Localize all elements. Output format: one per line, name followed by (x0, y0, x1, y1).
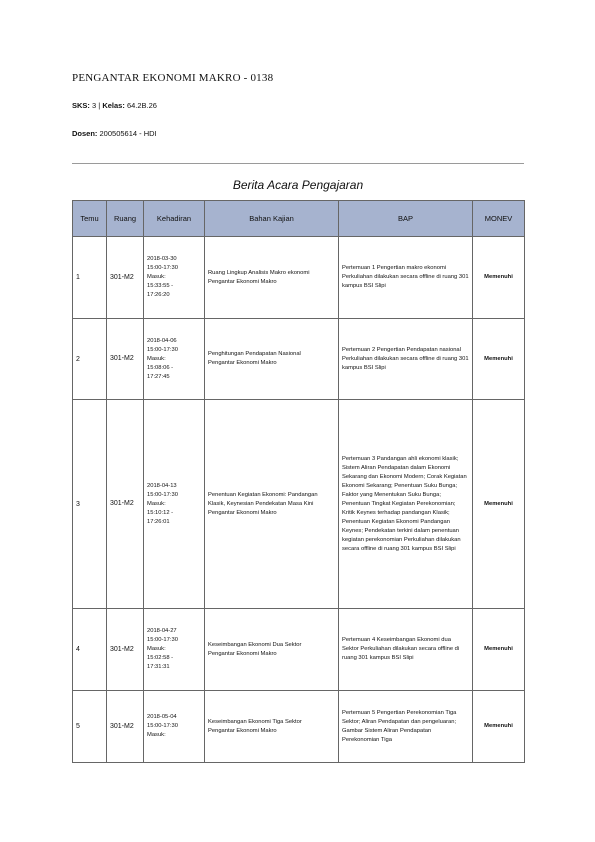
kelas-value: 64.2B.26 (126, 101, 157, 110)
cell-ruang: 301-M2 (107, 609, 144, 691)
cell-temu: 3 (73, 400, 107, 609)
cell-kehadiran: 2018-05-04 15:00-17:30 Masuk: (144, 691, 205, 763)
table-row (73, 400, 525, 609)
cell-bap: Pertemuan 3 Pandangan ahli ekonomi klasik; Sistem Aliran Pendapatan dalam Ekonomi Sekarang dan Ekonomi Modern; Corak Kegiatan Ekonomi Sekarang; Penentuan Suku Bunga; Faktor yang Menentukan Suku Bunga; Penentuan Tingkat Kegiatan Perekonomian; Kritik Keynes terhadap pandangan Klasik; Penentuan Kegiatan Ekonomi Pandangan Keynes; Pendekatan terkini dalam penentuan kegiatan perekonomian Perkuliahan dilakukan secara offline di ruang 301 kampus BSI Slipi (339, 400, 473, 609)
table-header-row (73, 201, 525, 237)
header-temu: Temu (73, 201, 107, 237)
header-kehadiran: Kehadiran (144, 201, 205, 237)
cell-bap: Pertemuan 1 Pengertian makro ekonomi Perkuliahan dilakukan secara offline di ruang 301 kampus BSI Slipi (339, 237, 473, 319)
dosen-line (72, 129, 157, 138)
cell-bap: Pertemuan 2 Pengertian Pendapatan nasional Perkuliahan dilakukan secara offline di ruang 301 kampus BSI Slipi (339, 319, 473, 400)
cell-bahan-kajian: Penentuan Kegiatan Ekonomi: Pandangan Klasik, Keynesian Pendekatan Masa Kini Pengantar Ekonomi Makro (205, 400, 339, 609)
course-title: PENGANTAR EKONOMI MAKRO - 0138 (72, 72, 274, 84)
meta-separator: | (98, 101, 101, 110)
divider (72, 163, 524, 164)
cell-temu: 1 (73, 237, 107, 319)
bap-table (72, 200, 525, 763)
header-monev: MONEV (473, 201, 525, 237)
dosen-value: 200505614 - HDI (99, 129, 157, 138)
cell-monev: Memenuhi (473, 691, 525, 763)
table-row (73, 691, 525, 763)
cell-temu: 4 (73, 609, 107, 691)
header-ruang: Ruang (107, 201, 144, 237)
cell-kehadiran: 2018-04-27 15:00-17:30 Masuk: 15:02:58 - 17:31:31 (144, 609, 205, 691)
table-row (73, 237, 525, 319)
sks-value: 3 (92, 101, 97, 110)
header-bahan-kajian: Bahan Kajian (205, 201, 339, 237)
cell-monev: Memenuhi (473, 319, 525, 400)
cell-bahan-kajian: Keseimbangan Ekonomi Dua Sektor Pengantar Ekonomi Makro (205, 609, 339, 691)
cell-temu: 5 (73, 691, 107, 763)
cell-monev: Memenuhi (473, 609, 525, 691)
cell-kehadiran: 2018-04-13 15:00-17:30 Masuk: 15:10:12 - 17:26:01 (144, 400, 205, 609)
cell-bahan-kajian: Ruang Lingkup Analisis Makro ekonomi Pengantar Ekonomi Makro (205, 237, 339, 319)
section-title: Berita Acara Pengajaran (232, 178, 364, 192)
cell-kehadiran: 2018-04-06 15:00-17:30 Masuk: 15:08:06 - 17:27:45 (144, 319, 205, 400)
cell-kehadiran: 2018-03-30 15:00-17:30 Masuk: 15:33:55 - 17:26:20 (144, 237, 205, 319)
cell-ruang: 301-M2 (107, 237, 144, 319)
cell-ruang: 301-M2 (107, 691, 144, 763)
table-row (73, 319, 525, 400)
sks-label: SKS: (72, 101, 90, 110)
cell-bap: Pertemuan 4 Keseimbangan Ekonomi dua Sektor Perkuliahan dilakukan secara offline di ruang 301 kampus BSI Slipi (339, 609, 473, 691)
course-meta-line (72, 101, 157, 110)
cell-bahan-kajian: Keseimbangan Ekonomi Tiga Sektor Pengantar Ekonomi Makro (205, 691, 339, 763)
cell-bap: Pertemuan 5 Pengertian Perekonomian Tiga Sektor; Aliran Pendapatan dan pengeluaran; Gambar Sistem Aliran Pendapatan Perekonomian Tiga (339, 691, 473, 763)
table-row (73, 609, 525, 691)
dosen-label: Dosen: (72, 129, 98, 138)
cell-monev: Memenuhi (473, 400, 525, 609)
header-bap: BAP (339, 201, 473, 237)
cell-bahan-kajian: Penghitungan Pendapatan Nasional Pengantar Ekonomi Makro (205, 319, 339, 400)
kelas-label: Kelas: (102, 101, 125, 110)
cell-temu: 2 (73, 319, 107, 400)
cell-ruang: 301-M2 (107, 400, 144, 609)
cell-monev: Memenuhi (473, 237, 525, 319)
cell-ruang: 301-M2 (107, 319, 144, 400)
